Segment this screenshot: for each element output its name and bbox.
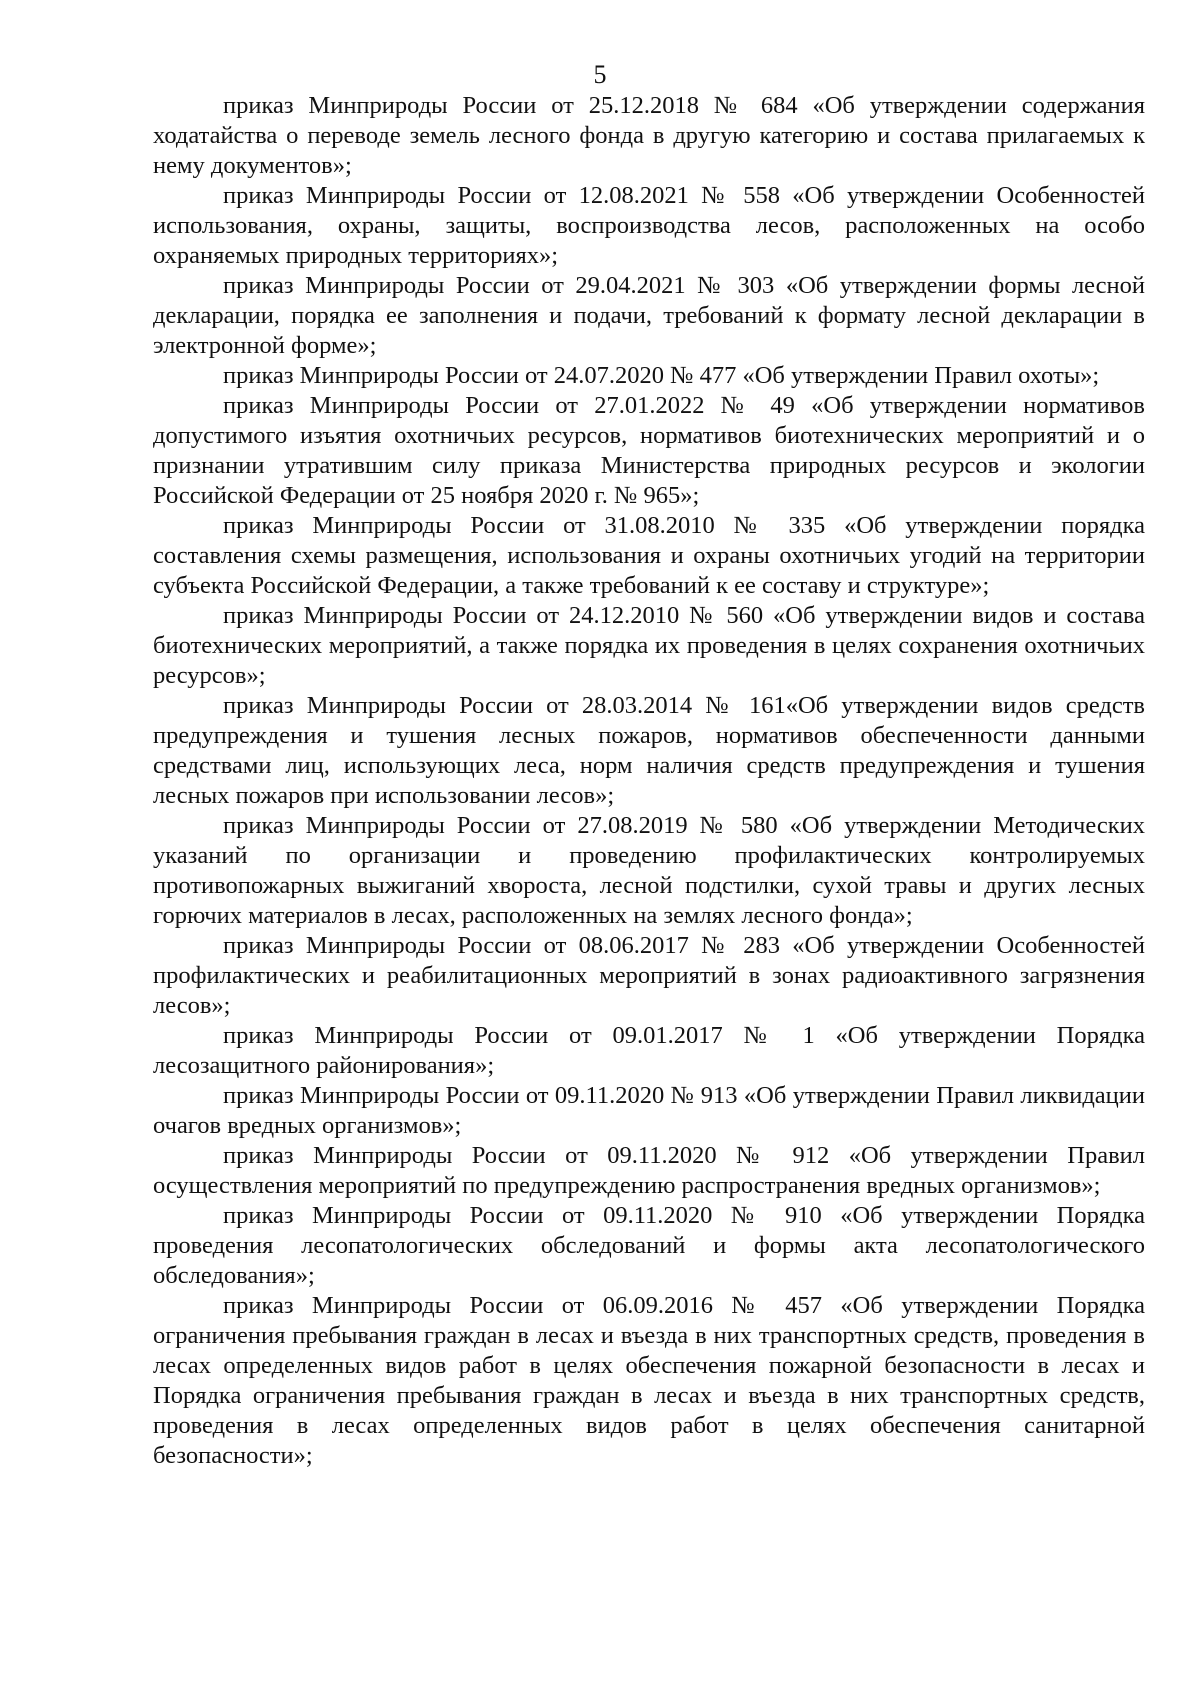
list-item: приказ Минприроды России от 25.12.2018 № 684 «Об утверждении содержания ходатайства о переводе земель лесного фонда в другую категорию и состава прилагаемых к нему документов»; bbox=[153, 92, 1145, 179]
list-item: приказ Минприроды России от 09.11.2020 № 910 «Об утверждении Порядка проведения лесопатологических обследований и формы акта лесопатологического обследования»; bbox=[153, 1202, 1145, 1289]
list-item: приказ Минприроды России от 24.12.2010 № 560 «Об утверждении видов и состава биотехнических мероприятий, а также порядка их проведения в целях сохранения охотничьих ресурсов»; bbox=[153, 602, 1145, 689]
document-body bbox=[153, 91, 1145, 1471]
list-item: приказ Минприроды России от 27.08.2019 № 580 «Об утверждении Методических указаний по организации и проведению профилактических контролируемых противопожарных выжиганий хвороста, лесной подстилки, сухой травы и других лесных горючих материалов в лесах, расположенных на землях лесного фонда»; bbox=[153, 812, 1145, 929]
list-item: приказ Минприроды России от 29.04.2021 № 303 «Об утверждении формы лесной декларации, порядка ее заполнения и подачи, требований к формату лесной декларации в электронной форме»; bbox=[153, 272, 1145, 359]
list-item: приказ Минприроды России от 28.03.2014 № 161«Об утверждении видов средств предупреждения и тушения лесных пожаров, нормативов обеспеченности данными средствами лиц, использующих леса, норм наличия средств предупреждения и тушения лесных пожаров при использовании лесов»; bbox=[153, 692, 1145, 809]
list-item: приказ Минприроды России от 08.06.2017 № 283 «Об утверждении Особенностей профилактических и реабилитационных мероприятий в зонах радиоактивного загрязнения лесов»; bbox=[153, 932, 1145, 1019]
list-item: приказ Минприроды России от 12.08.2021 № 558 «Об утверждении Особенностей использования, охраны, защиты, воспроизводства лесов, расположенных на особо охраняемых природных территориях»; bbox=[153, 182, 1145, 269]
page-number: 5 bbox=[593, 60, 607, 89]
list-item: приказ Минприроды России от 06.09.2016 № 457 «Об утверждении Порядка ограничения пребывания граждан в лесах и въезда в них транспортных средств, проведения в лесах определенных видов работ в целях обеспечения пожарной безопасности в лесах и Порядка ограничения пребывания граждан в лесах и въезда в них транспортных средств, проведения в лесах определенных видов работ в целях обеспечения санитарной безопасности»; bbox=[153, 1292, 1145, 1469]
list-item: приказ Минприроды России от 27.01.2022 № 49 «Об утверждении нормативов допустимого изъятия охотничьих ресурсов, нормативов биотехнических мероприятий и о признании утратившим силу приказа Министерства природных ресурсов и экологии Российской Федерации от 25 ноября 2020 г. № 965»; bbox=[153, 392, 1145, 509]
list-item: приказ Минприроды России от 09.11.2020 № 913 «Об утверждении Правил ликвидации очагов вредных организмов»; bbox=[153, 1082, 1145, 1139]
list-item: приказ Минприроды России от 24.07.2020 № 477 «Об утверждении Правил охоты»; bbox=[223, 362, 1100, 389]
list-item: приказ Минприроды России от 09.01.2017 № 1 «Об утверждении Порядка лесозащитного районирования»; bbox=[153, 1022, 1145, 1079]
list-item: приказ Минприроды России от 31.08.2010 № 335 «Об утверждении порядка составления схемы размещения, использования и охраны охотничьих угодий на территории субъекта Российской Федерации, а также требований к ее составу и структуре»; bbox=[153, 512, 1145, 599]
list-item: приказ Минприроды России от 09.11.2020 № 912 «Об утверждении Правил осуществления мероприятий по предупреждению распространения вредных организмов»; bbox=[153, 1142, 1145, 1199]
